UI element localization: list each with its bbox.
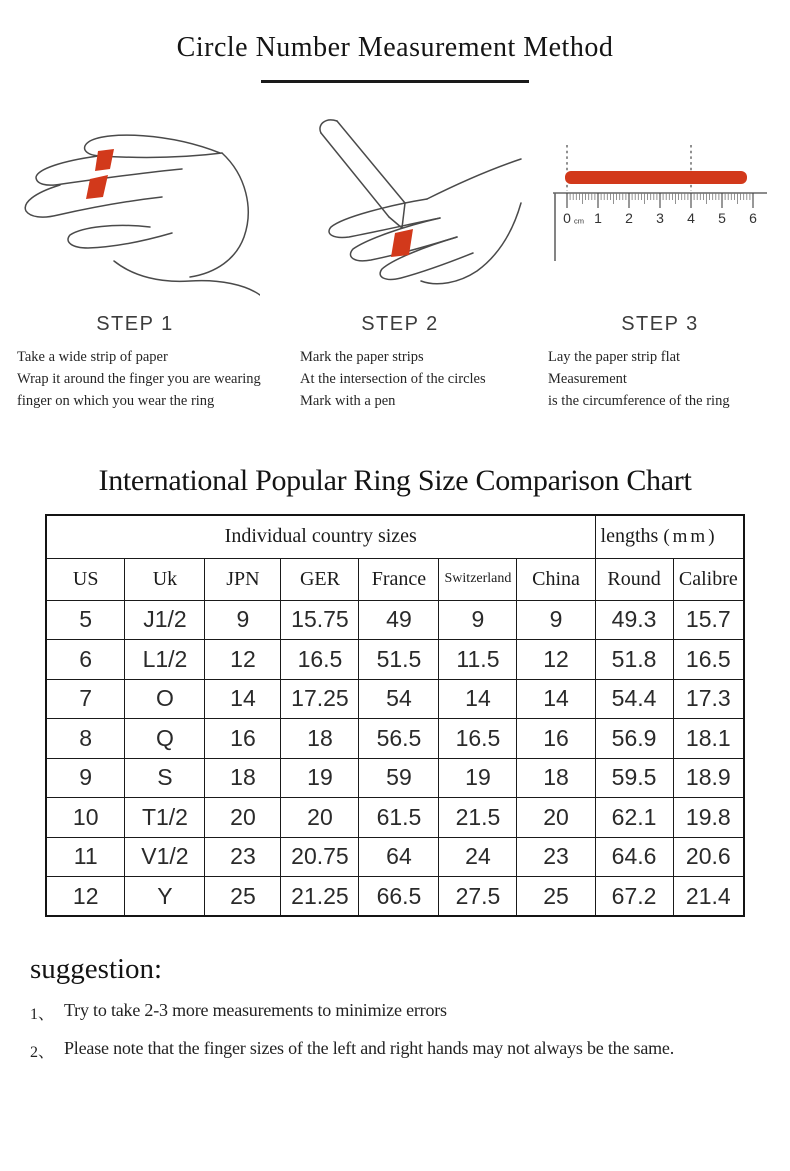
table-cell: L1/2	[125, 640, 205, 680]
table-cell: V1/2	[125, 837, 205, 877]
table-cell: S	[125, 758, 205, 798]
table-row	[46, 798, 744, 838]
table-cell: 9	[46, 758, 125, 798]
table-row	[46, 758, 744, 798]
suggestion-item-number: 1、	[30, 1006, 55, 1023]
table-cell: 9	[517, 600, 595, 640]
ruler-number: 4	[687, 210, 695, 226]
table-cell: 51.5	[359, 640, 439, 680]
page-title: Circle Number Measurement Method	[176, 32, 614, 63]
table-cell: Q	[125, 719, 205, 759]
table-row	[46, 640, 744, 680]
table-cell: 61.5	[359, 798, 439, 838]
table-row	[46, 877, 744, 917]
table-cell: 27.5	[439, 877, 517, 917]
table-cell: 6	[46, 640, 125, 680]
table-cell: 51.8	[595, 640, 673, 680]
paper-strip-marker	[391, 229, 413, 257]
table-cell: 20	[205, 798, 281, 838]
table-cell: 7	[46, 679, 125, 719]
hand-with-paper-strip-icon	[10, 107, 260, 305]
table-cell: 66.5	[359, 877, 439, 917]
table-cell: 23	[517, 837, 595, 877]
ruler-number: 2	[625, 210, 633, 226]
table-cell: 25	[517, 877, 595, 917]
table-cell: 15.75	[281, 600, 359, 640]
table-cell: 14	[439, 679, 517, 719]
table-cell: 59.5	[595, 758, 673, 798]
ruler-illustration	[530, 107, 790, 305]
chart-title: International Popular Ring Size Comparison Chart	[98, 464, 692, 497]
column-header-france: France	[359, 558, 439, 600]
table-cell: 12	[205, 640, 281, 680]
table-row	[46, 837, 744, 877]
table-cell: 56.9	[595, 719, 673, 759]
step-1-description	[0, 346, 270, 412]
table-cell: 18	[517, 758, 595, 798]
table-cell: J1/2	[125, 600, 205, 640]
table-cell: 25	[205, 877, 281, 917]
hand-marking-with-pen-illustration	[270, 107, 530, 305]
table-cell: 20	[281, 798, 359, 838]
table-cell: 23	[205, 837, 281, 877]
table-cell: 18	[281, 719, 359, 759]
suggestion-item-text: Try to take 2-3 more measurements to minimize errors	[64, 1000, 447, 1020]
table-row	[46, 719, 744, 759]
table-cell: 56.5	[359, 719, 439, 759]
steps-section	[0, 107, 790, 412]
table-cell: 21.25	[281, 877, 359, 917]
lengths-label: lengths	[600, 525, 659, 548]
group-header-country-sizes: Individual country sizes	[46, 515, 595, 558]
table-cell: 17.3	[673, 679, 744, 719]
table-cell: 21.5	[439, 798, 517, 838]
column-header-row	[46, 558, 744, 600]
suggestion-item-number: 2、	[30, 1044, 55, 1061]
column-header-calibre: Calibre	[673, 558, 744, 600]
table-cell: 14	[205, 679, 281, 719]
table-cell: 11.5	[439, 640, 517, 680]
table-cell: 20.6	[673, 837, 744, 877]
column-header-switzerland: Switzerland	[439, 558, 517, 600]
suggestion-item-text: Please note that the finger sizes of the left and right hands may not always be the same.	[64, 1038, 675, 1058]
table-cell: 18.1	[673, 719, 744, 759]
column-header-us: US	[46, 558, 125, 600]
table-cell: 16.5	[439, 719, 517, 759]
table-cell: 10	[46, 798, 125, 838]
table-cell: 19.8	[673, 798, 744, 838]
ring-size-table	[45, 514, 745, 917]
table-cell: 64	[359, 837, 439, 877]
step-3-line-2: Measurement	[548, 371, 627, 387]
step-3-line-1: Lay the paper strip flat	[548, 349, 681, 365]
dashed-markers	[567, 145, 691, 191]
group-header-lengths	[595, 515, 744, 558]
table-cell: 16	[205, 719, 281, 759]
step-3	[530, 107, 790, 412]
hand-with-pen-icon	[275, 107, 525, 305]
suggestion-list	[30, 1000, 790, 1062]
ruler-icon	[535, 107, 785, 305]
table-cell: 19	[439, 758, 517, 798]
table-cell: 49.3	[595, 600, 673, 640]
table-row	[46, 679, 744, 719]
table-cell: 18	[205, 758, 281, 798]
column-header-china: China	[517, 558, 595, 600]
suggestion-item	[30, 1038, 790, 1062]
table-cell: 17.25	[281, 679, 359, 719]
table-cell: 16.5	[673, 640, 744, 680]
step-3-line-3: is the circumference of the ring	[548, 393, 730, 409]
table-cell: 62.1	[595, 798, 673, 838]
column-header-uk: Uk	[125, 558, 205, 600]
table-cell: 24	[439, 837, 517, 877]
step-1-line-1: Take a wide strip of paper	[17, 349, 168, 365]
table-cell: 12	[517, 640, 595, 680]
step-3-description	[530, 346, 790, 412]
ruler-number: 5	[718, 210, 726, 226]
table-cell: 12	[46, 877, 125, 917]
column-header-round: Round	[595, 558, 673, 600]
table-cell: 64.6	[595, 837, 673, 877]
table-cell: 11	[46, 837, 125, 877]
step-2-line-2: At the intersection of the circles	[300, 371, 486, 387]
table-cell: 49	[359, 600, 439, 640]
suggestion-item	[30, 1000, 790, 1024]
column-header-ger: GER	[281, 558, 359, 600]
table-cell: 14	[517, 679, 595, 719]
paper-strip	[565, 171, 747, 184]
group-header-row	[46, 515, 744, 558]
step-2-line-3: Mark with a pen	[300, 393, 396, 409]
column-header-jpn: JPN	[205, 558, 281, 600]
ruler-number: 1	[594, 210, 602, 226]
ruler-number: 0	[563, 210, 571, 226]
suggestion-heading: suggestion:	[30, 953, 163, 985]
table-cell: 18.9	[673, 758, 744, 798]
suggestion-section	[30, 953, 790, 1062]
step-3-title: STEP 3	[621, 313, 699, 335]
table-cell: 54	[359, 679, 439, 719]
table-cell: O	[125, 679, 205, 719]
table-cell: 21.4	[673, 877, 744, 917]
title-underline	[261, 80, 529, 83]
step-1-title: STEP 1	[96, 313, 174, 335]
table-cell: 16	[517, 719, 595, 759]
table-cell: 59	[359, 758, 439, 798]
table-cell: 9	[439, 600, 517, 640]
step-2-description	[270, 346, 530, 412]
step-2-line-1: Mark the paper strips	[300, 349, 424, 365]
ruler-number: 3	[656, 210, 664, 226]
table-cell: 15.7	[673, 600, 744, 640]
step-1-line-3: finger on which you wear the ring	[17, 393, 215, 409]
step-2-title: STEP 2	[361, 313, 439, 335]
table-cell: 5	[46, 600, 125, 640]
ruler-numbers	[563, 210, 757, 226]
table-cell: 67.2	[595, 877, 673, 917]
table-cell: 8	[46, 719, 125, 759]
table-cell: 20.75	[281, 837, 359, 877]
ruler-unit-label: cm	[574, 216, 584, 226]
step-1-line-2: Wrap it around the finger you are wearing	[17, 371, 261, 387]
table-cell: T1/2	[125, 798, 205, 838]
table-cell: 9	[205, 600, 281, 640]
hand-with-paper-strip-illustration	[0, 107, 270, 305]
ruler-number: 6	[749, 210, 757, 226]
ruler-ticks	[567, 193, 753, 208]
table-row	[46, 600, 744, 640]
table-cell: 20	[517, 798, 595, 838]
table-cell: Y	[125, 877, 205, 917]
table-cell: 16.5	[281, 640, 359, 680]
step-1	[0, 107, 270, 412]
step-2	[270, 107, 530, 412]
table-cell: 54.4	[595, 679, 673, 719]
mm-unit-label: (mm)	[663, 526, 718, 548]
table-cell: 19	[281, 758, 359, 798]
